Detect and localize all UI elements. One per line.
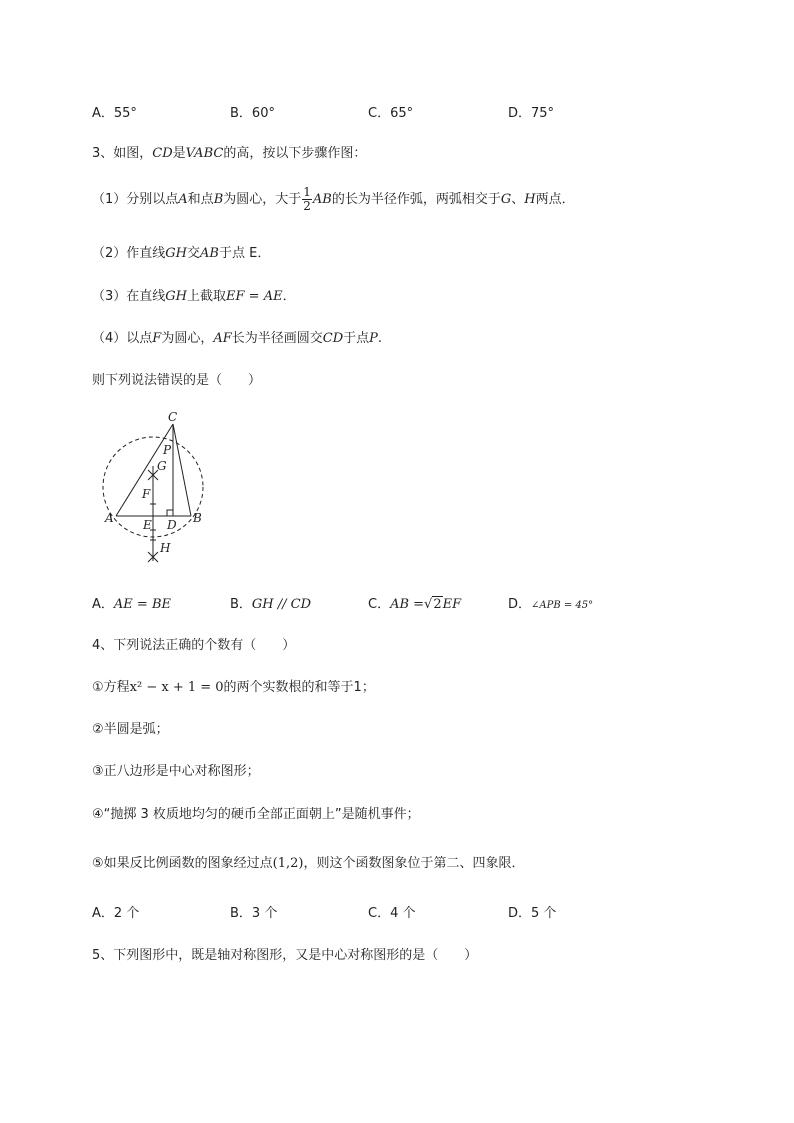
fraction-numerator: 1 xyxy=(303,185,311,199)
step1-point-g: G xyxy=(500,192,512,207)
step4-text-a: （4）以点 xyxy=(92,331,153,346)
geometry-figure xyxy=(96,406,216,576)
q3-stem-triangle: VABC xyxy=(185,146,224,161)
q3-stem-prefix: 3、如图， xyxy=(92,146,153,161)
q4-option-b: B．3 个 xyxy=(230,906,278,921)
step1-text-e: 、 xyxy=(511,192,525,207)
step4-segment-af: AF xyxy=(213,331,232,346)
q3-option-b xyxy=(230,593,311,612)
q3-stem-suffix: 的高，按以下步骤作图： xyxy=(223,146,367,161)
one-half-fraction xyxy=(302,186,312,213)
option-b-label: B． xyxy=(230,597,252,612)
option-a-math: AE = BE xyxy=(113,597,171,612)
step2-text-c: 于点 E． xyxy=(218,246,271,261)
label-b: B xyxy=(193,511,202,525)
step1-text-b: 和点 xyxy=(187,192,214,207)
item1-equation: x² − x + 1 = 0 xyxy=(129,680,224,695)
step1-text-f: 两点． xyxy=(535,192,575,207)
label-a: A xyxy=(105,511,114,525)
q2-option-b: B．60° xyxy=(230,106,275,121)
step2-segment-ab: AB xyxy=(200,246,219,261)
step1-text-d: 的长为半径作弧，两弧相交于 xyxy=(331,192,501,207)
q4-item-3: ③正八边形是中心对称图形； xyxy=(92,764,260,779)
step3-text-a: （3）在直线 xyxy=(92,289,166,304)
q3-step-1 xyxy=(92,186,575,214)
q4-item-1 xyxy=(92,676,375,695)
step4-text-c: 长为半径画圆交 xyxy=(231,331,323,346)
step4-segment-cd: CD xyxy=(322,331,344,346)
label-e: E xyxy=(143,518,152,532)
q5-stem: 5、下列图形中，既是轴对称图形，又是中心对称图形的是（ ） xyxy=(92,948,478,963)
q4-option-c: C．4 个 xyxy=(368,906,416,921)
q4-option-d: D．5 个 xyxy=(508,906,557,921)
label-d: D xyxy=(167,518,177,532)
q3-option-a xyxy=(92,593,171,612)
q3-step-2 xyxy=(92,242,270,261)
item5-point: (1,2) xyxy=(272,856,304,871)
step1-text-c: 为圆心，大于 xyxy=(223,192,302,207)
step3-line-gh: GH xyxy=(165,289,188,304)
sqrt-radicand: 2 xyxy=(433,597,442,612)
q3-option-d xyxy=(508,593,593,612)
option-a-label: A． xyxy=(92,597,114,612)
step1-segment-ab: AB xyxy=(312,192,332,207)
item5-text-a: ⑤如果反比例函数的图象经过点 xyxy=(92,856,273,871)
label-p: P xyxy=(163,443,172,457)
step1-point-h: H xyxy=(524,192,536,207)
q2-option-a: A．55° xyxy=(92,106,137,121)
q3-stem-mid: 是 xyxy=(172,146,186,161)
label-f: F xyxy=(142,487,151,501)
fraction-denominator: 2 xyxy=(303,199,311,213)
q3-step-3 xyxy=(92,285,296,304)
q3-question: 则下列说法错误的是（ ） xyxy=(92,373,262,388)
side-cb xyxy=(173,424,191,516)
step3-text-c: ． xyxy=(282,289,296,304)
q4-item-4: ④“抛掷 3 枚质地均匀的硬币全部正面朝上”是随机事件； xyxy=(92,807,420,822)
q4-option-a: A．2 个 xyxy=(92,906,140,921)
q2-option-c: C．65° xyxy=(368,106,414,121)
step4-text-b: 为圆心， xyxy=(161,331,214,346)
label-g: G xyxy=(157,459,167,473)
option-c-math-a: AB = xyxy=(390,597,425,612)
q2-option-d: D．75° xyxy=(508,106,555,121)
step1-point-a: A xyxy=(178,192,188,207)
option-b-math: GH // CD xyxy=(251,597,312,612)
step3-equation: EF = AE xyxy=(226,289,283,304)
sqrt-sign: √ xyxy=(424,597,433,612)
item1-text-b: 的两个实数根的和等于1； xyxy=(223,680,375,695)
label-c: C xyxy=(168,410,178,424)
q3-step-4 xyxy=(92,327,382,346)
label-h: H xyxy=(160,541,171,555)
step3-text-b: 上截取 xyxy=(187,289,227,304)
q3-stem xyxy=(92,142,366,161)
q4-stem: 4、下列说法正确的个数有（ ） xyxy=(92,638,296,653)
option-d-math: ∠APB = 45° xyxy=(531,600,594,611)
q3-option-c xyxy=(368,593,461,612)
item1-text-a: ①方程 xyxy=(92,680,130,695)
step1-text-a: （1）分别以点 xyxy=(92,192,179,207)
item5-text-b: ，则这个函数图象位于第二、四象限． xyxy=(303,856,525,871)
option-c-label: C． xyxy=(368,597,391,612)
option-c-math-b: EF xyxy=(442,597,462,612)
step2-line-gh: GH xyxy=(165,246,188,261)
right-angle-mark xyxy=(167,510,173,516)
step2-text-b: 交 xyxy=(187,246,201,261)
q4-item-5 xyxy=(92,852,525,871)
step4-point-f: F xyxy=(152,331,162,346)
option-d-label: D． xyxy=(508,597,532,612)
q4-item-2: ②半圆是弧； xyxy=(92,722,169,737)
q3-stem-cd: CD xyxy=(152,146,173,161)
step4-point-p: P xyxy=(369,331,378,346)
step4-text-e: . xyxy=(377,331,383,346)
step1-point-b: B xyxy=(213,192,224,207)
step2-text-a: （2）作直线 xyxy=(92,246,166,261)
step4-text-d: 于点 xyxy=(343,331,370,346)
